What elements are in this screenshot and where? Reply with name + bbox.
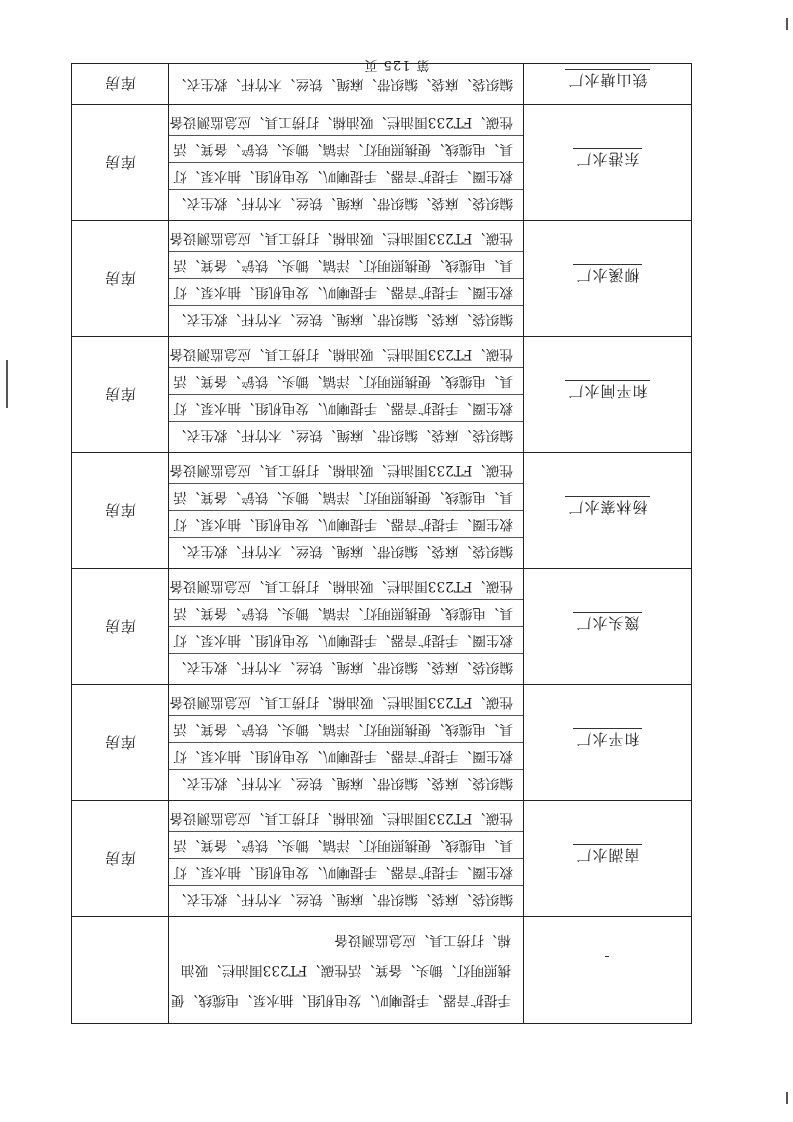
storage-location: 库房 bbox=[104, 501, 137, 519]
equipment-cell bbox=[169, 453, 524, 569]
equipment-line: 棉、打捞工具、应急监测设备 bbox=[334, 932, 511, 948]
page-number: 第 125 页 bbox=[363, 57, 430, 72]
equipment-line: 救生圈、手提扩音器、手提喇叭、发电机组、抽水泵、灯 bbox=[169, 743, 523, 770]
scan-edge-mark bbox=[786, 18, 788, 30]
station-cell bbox=[524, 685, 692, 801]
table-row bbox=[72, 801, 692, 917]
station-name: 柳溪水厂 bbox=[575, 266, 640, 284]
equipment-cell bbox=[169, 801, 524, 917]
table-row bbox=[72, 337, 692, 453]
equipment-line: 具、电缆线、便携照明灯、洋镐、锄头、铁铲、备箕、活 bbox=[169, 368, 523, 395]
table-row bbox=[72, 221, 692, 337]
equipment-line: 具、电缆线、便携照明灯、洋镐、锄头、铁铲、备箕、活 bbox=[169, 600, 523, 627]
station-name: 铁山塘水厂 bbox=[567, 71, 648, 90]
station-name: 东港水厂 bbox=[575, 150, 640, 168]
equipment-line: 编织袋、麻袋、编织带、麻绳、铁丝、木竹杆、救生衣、 bbox=[169, 770, 523, 797]
equipment-table bbox=[71, 63, 692, 1024]
station-name: 篾头水厂 bbox=[575, 614, 640, 632]
station-name bbox=[606, 956, 610, 976]
equipment-line: 性碳、FT233围油栏、吸油棉、打捞工具、应急监测设备 bbox=[169, 462, 513, 479]
equipment-line: 具、电缆线、便携照明灯、洋镐、锄头、铁铲、备箕、活 bbox=[169, 252, 523, 279]
equipment-cell bbox=[169, 337, 524, 453]
equipment-line: 具、电缆线、便携照明灯、洋镐、锄头、铁铲、备箕、活 bbox=[169, 136, 523, 163]
equipment-line: 救生圈、手提扩音器、手提喇叭、发电机组、抽水泵、灯 bbox=[169, 627, 523, 654]
equipment-line: 救生圈、手提扩音器、手提喇叭、发电机组、抽水泵、灯 bbox=[169, 511, 523, 538]
equipment-line: 编织袋、麻袋、编织带、麻绳、铁丝、木竹杆、救生衣、 bbox=[169, 886, 523, 913]
equipment-line: 性碳、FT233围油栏、吸油棉、打捞工具、应急监测设备 bbox=[169, 578, 513, 595]
location-cell bbox=[72, 685, 169, 801]
equipment-line: 手提扩音器、手提喇叭、发电机组、抽水泵、电缆线、便 bbox=[171, 992, 511, 1008]
storage-location: 库房 bbox=[104, 74, 137, 93]
scan-edge-mark bbox=[6, 360, 8, 408]
equipment-line: 具、电缆线、便携照明灯、洋镐、锄头、铁铲、备箕、活 bbox=[169, 716, 523, 743]
station-name: 南湖水厂 bbox=[575, 846, 640, 864]
equipment-cell bbox=[169, 569, 524, 685]
station-cell bbox=[524, 221, 692, 337]
storage-location: 库房 bbox=[104, 269, 137, 287]
equipment-line: 编织袋、麻袋、编织带、麻绳、铁丝、木竹杆、救生衣、 bbox=[169, 422, 523, 449]
station-cell bbox=[524, 917, 692, 1024]
station-cell bbox=[524, 105, 692, 221]
equipment-table-body bbox=[72, 64, 692, 1024]
equipment-cell bbox=[169, 221, 524, 337]
station-name: 和平闸水厂 bbox=[567, 382, 648, 400]
table-row bbox=[72, 917, 692, 1024]
location-cell bbox=[72, 337, 169, 453]
station-cell bbox=[524, 569, 692, 685]
equipment-line: 编织袋、麻袋、编织带、麻绳、铁丝、木竹杆、救生衣、 bbox=[169, 654, 523, 681]
equipment-line: 编织袋、麻袋、编织带、麻绳、铁丝、木竹杆、救生衣、 bbox=[169, 538, 523, 565]
equipment-line: 具、电缆线、便携照明灯、洋镐、锄头、铁铲、备箕、活 bbox=[169, 832, 523, 859]
equipment-cell bbox=[169, 917, 524, 1024]
equipment-line: 编织袋、麻袋、编织带、麻绳、铁丝、木竹杆、救生衣、 bbox=[169, 190, 523, 217]
storage-location: 库房 bbox=[104, 385, 137, 403]
storage-location: 库房 bbox=[104, 153, 137, 171]
equipment-line: 性碳、FT233围油栏、吸油棉、打捞工具、应急监测设备 bbox=[169, 114, 513, 131]
location-cell bbox=[72, 105, 169, 221]
equipment-line: 性碳、FT233围油栏、吸油棉、打捞工具、应急监测设备 bbox=[169, 810, 513, 827]
location-cell bbox=[72, 221, 169, 337]
table-row bbox=[72, 105, 692, 221]
storage-location: 库房 bbox=[104, 733, 137, 751]
equipment-line: 救生圈、手提扩音器、手提喇叭、发电机组、抽水泵、灯 bbox=[169, 163, 523, 190]
equipment-cell bbox=[169, 685, 524, 801]
station-cell bbox=[524, 453, 692, 569]
storage-location: 库房 bbox=[104, 617, 137, 635]
equipment-line: 性碳、FT233围油栏、吸油棉、打捞工具、应急监测设备 bbox=[169, 230, 513, 247]
equipment-cell bbox=[169, 105, 524, 221]
equipment-line: 携照明灯、锄头、备箕、活性碳、FT233围油栏、吸油 bbox=[181, 962, 511, 978]
equipment-line: 性碳、FT233围油栏、吸油棉、打捞工具、应急监测设备 bbox=[169, 346, 513, 363]
equipment-line: 编织袋、麻袋、编织带、麻绳、铁丝、木竹杆、救生衣、 bbox=[173, 76, 513, 93]
location-cell bbox=[72, 569, 169, 685]
scan-edge-mark bbox=[786, 1092, 788, 1104]
table-row bbox=[72, 453, 692, 569]
location-cell bbox=[72, 917, 169, 1024]
station-name: 和平水厂 bbox=[575, 730, 640, 748]
equipment-line: 性碳、FT233围油栏、吸油棉、打捞工具、应急监测设备 bbox=[169, 694, 513, 711]
storage-location: 库房 bbox=[104, 849, 137, 867]
equipment-line: 救生圈、手提扩音器、手提喇叭、发电机组、抽水泵、灯 bbox=[169, 279, 523, 306]
equipment-line: 具、电缆线、便携照明灯、洋镐、锄头、铁铲、备箕、活 bbox=[169, 484, 523, 511]
location-cell bbox=[72, 801, 169, 917]
table-row bbox=[72, 569, 692, 685]
station-name: 杨林寨水厂 bbox=[567, 498, 648, 516]
equipment-line: 救生圈、手提扩音器、手提喇叭、发电机组、抽水泵、灯 bbox=[169, 395, 523, 422]
table-row bbox=[72, 685, 692, 801]
equipment-line: 编织袋、麻袋、编织带、麻绳、铁丝、木竹杆、救生衣、 bbox=[169, 306, 523, 333]
station-cell bbox=[524, 801, 692, 917]
location-cell bbox=[72, 453, 169, 569]
station-cell bbox=[524, 337, 692, 453]
equipment-line: 救生圈、手提扩音器、手提喇叭、发电机组、抽水泵、灯 bbox=[169, 859, 523, 886]
